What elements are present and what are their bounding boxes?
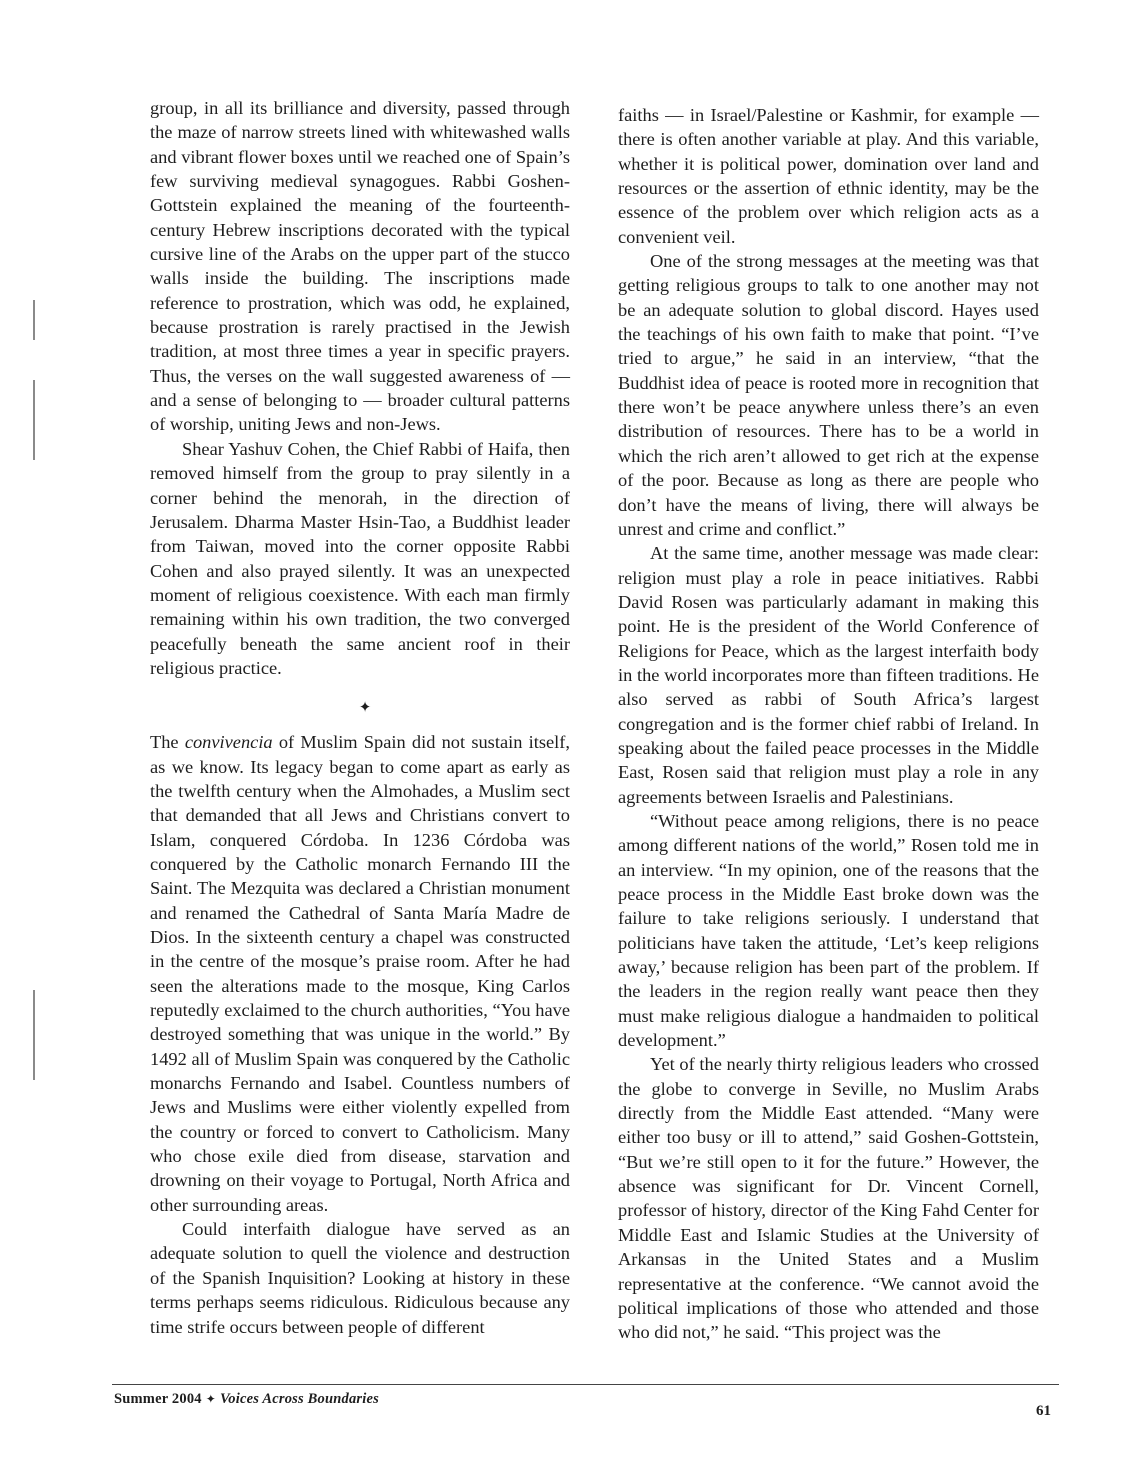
running-footer <box>114 1391 379 1408</box>
right-column <box>618 103 1039 1345</box>
issue-label: Summer 2004 <box>114 1391 202 1407</box>
section-break-ornament: ✦ <box>358 700 372 717</box>
page-number: 61 <box>1036 1403 1051 1419</box>
footer-divider <box>112 1384 1059 1385</box>
paragraph: One of the strong messages at the meeting was that getting religious groups to talk to one another may not be an adequate solution to global discord. Hayes used the teachings of his own faith to make that point. “I’ve tried to argue,” he said in an interview, “that the Buddhist idea of peace is rooted more in recognition that there won’t be peace anywhere unless there’s an even distribution of resources. There has to be a world in which the rich aren’t allowed to get rich at the expense of the poor. Because as long as there are people who don’t have the means of living, there will always be unrest and crime and conflict.” <box>618 251 1039 539</box>
paragraph: Shear Yashuv Cohen, the Chief Rabbi of Haifa, then removed himself from the group to pray silently in a corner behind the menorah, in the direction of Jerusalem. Dharma Master Hsin-Tao, a Buddhist leader from Taiwan, moved into the corner opposite Rabbi Cohen and also prayed silently. It was an unexpected moment of religious coexistence. With each man firmly remaining within his own tradition, the two converged peacefully beneath the same ancient roof in their religious practice. <box>150 438 570 678</box>
left-column <box>150 96 570 1339</box>
scan-artifact <box>33 990 35 1080</box>
paragraph-intro: The <box>150 732 179 753</box>
italic-term: convivencia <box>184 732 273 753</box>
paragraph-body: of Muslim Spain did not sustain itself, as we know. Its legacy began to come apart as early as the twelfth century when the Almohades, a Muslim sect that demanded that all Jews and Christians convert to Islam, conquered Córdoba. In 1236 Córdoba was conquered by the Catholic monarch Fernando III the Saint. The Mezquita was declared a Christian monument and renamed the Cathedral of Santa María Madre de Dios. In the sixteenth century a chapel was constructed in the centre of the mosque’s praise room. After he had seen the alterations made to the mosque, King Carlos reputedly exclaimed to the church authorities, “You have destroyed something that was unique in the world.” By 1492 all of Muslim Spain was conquered by the Catholic monarchs Fernando and Isabel. Countless numbers of Jews and Muslims were either violently expelled from the country or forced to convert to Catholicism. Many who chose exile died from disease, starvation and drowning on their voyage to Portugal, North Africa and other surrounding areas. <box>150 732 570 1215</box>
scan-artifact <box>33 300 35 340</box>
paragraph: “Without peace among religions, there is no peace among different nations of the world,” Rosen told me in an interview. “In my opinion, one of the reasons that the peace process in the Middle East broke down was the failure to take religions seriously. I understand that politicians have taken the attitude, ‘Let’s keep religions away,’ because religion has been part of the problem. If the leaders in the region really want peace then they must make religious dialogue a handmaiden to political development.” <box>618 810 1039 1051</box>
paragraph: Could interfaith dialogue have served as an adequate solution to quell the violence and destruction of the Spanish Inquisition? Looking at history in these terms perhaps seems ridiculous. Ridiculous because any time strife occurs between people of different <box>150 1219 570 1337</box>
footer-separator: ✦ <box>205 1392 216 1406</box>
journal-title: Voices Across Boundaries <box>220 1391 379 1407</box>
paragraph: At the same time, another message was made clear: religion must play a role in peace initiatives. Rabbi David Rosen was particularly adamant in making this point. He is the president of the World Conference of Religions for Peace, which as the largest interfaith body in the world incorporates more than fifteen traditions. He also served as rabbi of South Africa’s largest congregation and is the former chief rabbi of Ireland. In speaking about the failed peace processes in the Middle East, Rosen said that religion must play a role in any agreements between Israelis and Palestinians. <box>618 543 1039 807</box>
paragraph: group, in all its brilliance and diversity, passed through the maze of narrow streets lined with whitewashed walls and vibrant flower boxes until we reached one of Spain’s few surviving medieval synagogues. Rabbi Goshen-Gottstein explained the meaning of the fourteenth-century Hebrew inscriptions decorated with the typical cursive line of the Arabs on the upper part of the stucco walls inside the building. The inscriptions made reference to prostration, which was odd, he explained, because prostration is rarely practised in the Jewish tradition, at most three times a year in specific prayers. Thus, the verses on the wall suggested awareness of — and a sense of belonging to — broader cultural patterns of worship, uniting Jews and non-Jews. <box>150 98 570 435</box>
paragraph: faiths — in Israel/Palestine or Kashmir, for example — there is often another variable at play. And this variable, whether it is political power, domination over land and resources or the assertion of ethnic identity, may be the essence of the problem over which religion acts as a convenient veil. <box>618 105 1039 247</box>
scan-artifact <box>33 380 35 460</box>
paragraph: Yet of the nearly thirty religious leaders who crossed the globe to converge in Seville, no Muslim Arabs directly from the Middle East attended. “Many were either too busy or ill to attend,” said Goshen-Gottstein, “But we’re still open to it for the future.” However, the absence was significant for Dr. Vincent Cornell, professor of history, director of the King Fahd Center for Middle East and Islamic Studies at the University of Arkansas in the United States and a Muslim representative at the conference. “We cannot avoid the political implications of those who attended and those who did not,” he said. “This project was the <box>618 1054 1039 1343</box>
paragraph <box>150 730 570 1217</box>
